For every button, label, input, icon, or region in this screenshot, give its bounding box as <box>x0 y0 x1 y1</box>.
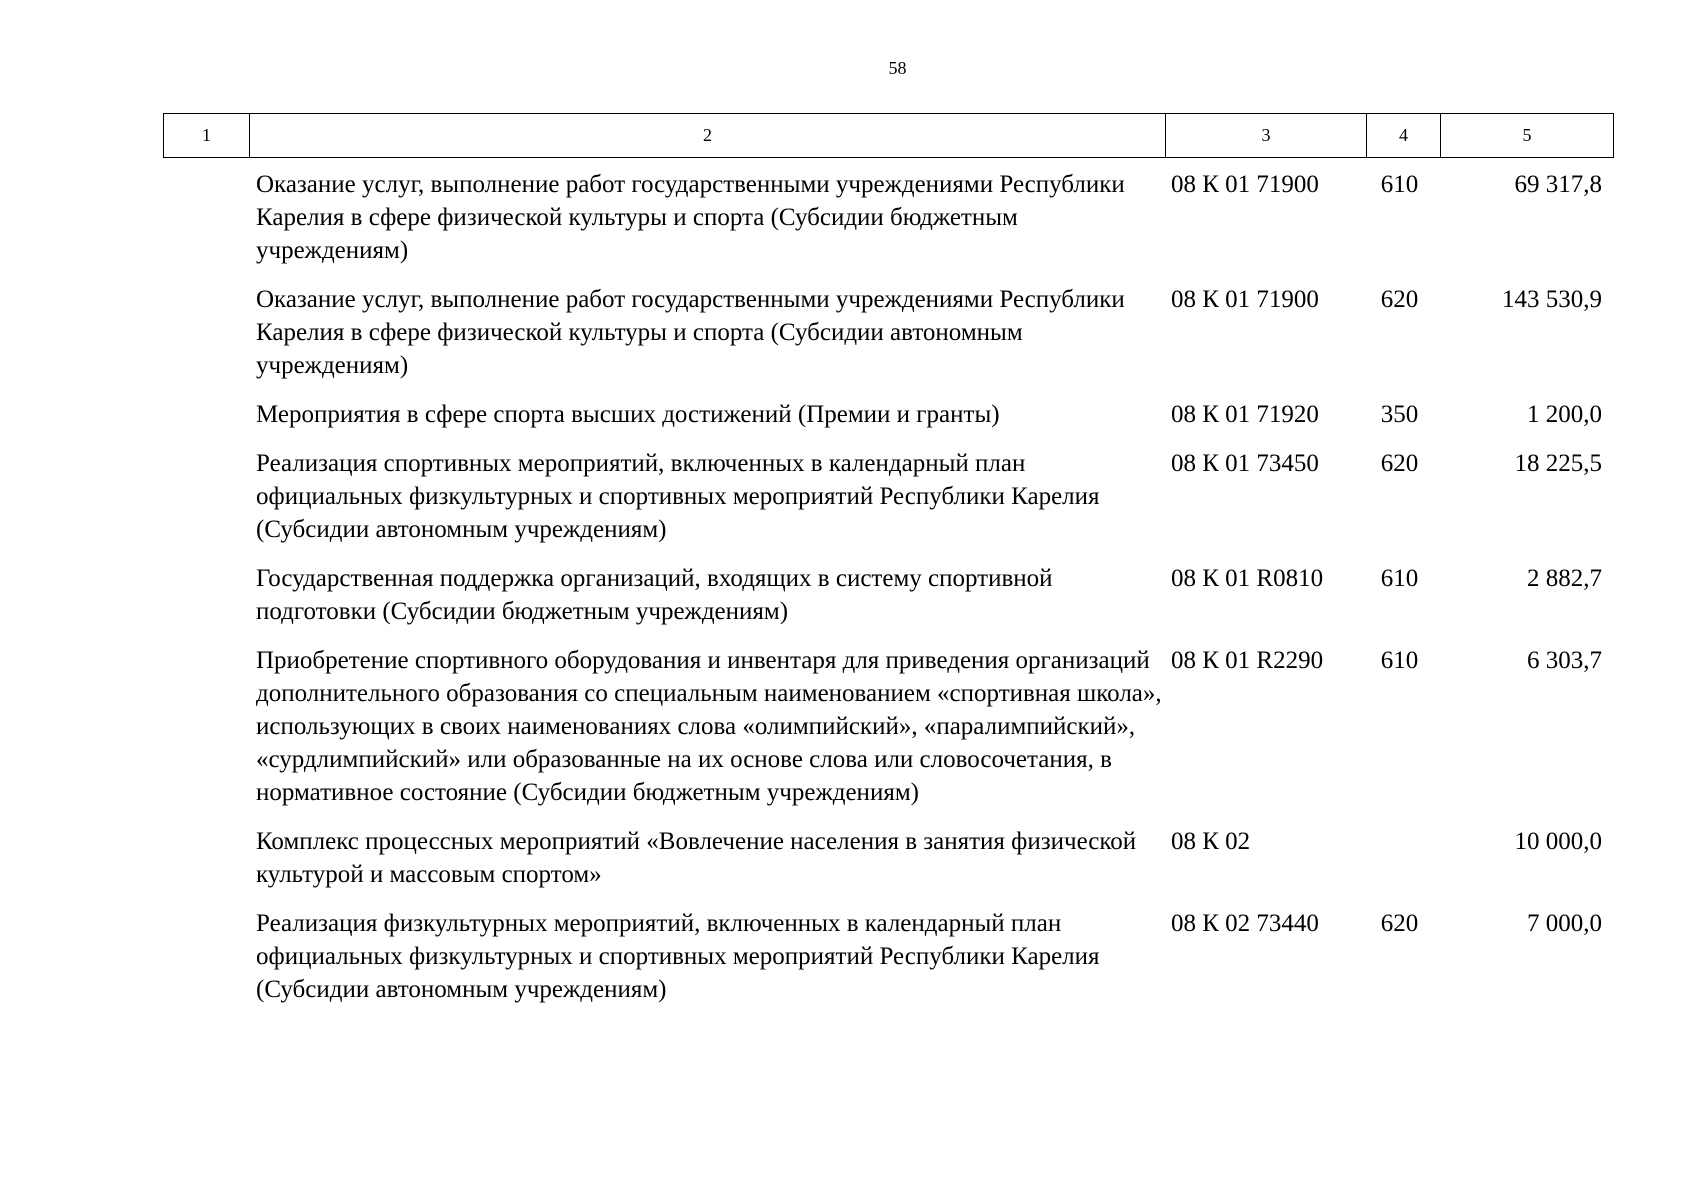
row-type: 610 <box>1380 647 1419 674</box>
row-description: Мероприятия в сфере спорта высших достижений (Премии и гранты) <box>256 401 1000 428</box>
row-description: Оказание услуг, выполнение работ государственными учреждениями Республики Карелия в сфере физической культуры и спорта (Субсидии автономным учреждениям) <box>256 286 1125 379</box>
column-header-table <box>163 113 1614 158</box>
row-description: Государственная поддержка организаций, входящих в систему спортивной подготовки (Субсидии бюджетным учреждениям) <box>256 565 1053 625</box>
row-code: 08 К 02 <box>1171 828 1251 855</box>
row-amount: 10 000,0 <box>1514 828 1602 855</box>
row-amount: 7 000,0 <box>1527 910 1602 937</box>
row-code: 08 К 01 71900 <box>1171 171 1319 198</box>
row-code: 08 К 01 71900 <box>1171 286 1319 313</box>
table-row <box>163 562 1610 628</box>
row-code: 08 К 01 73450 <box>1171 450 1319 477</box>
column-header-2: 2 <box>250 114 1166 158</box>
page-number: 58 <box>888 58 907 78</box>
row-description: Оказание услуг, выполнение работ государственными учреждениями Республики Карелия в сфере физической культуры и спорта (Субсидии бюджетным учреждениям) <box>256 171 1125 264</box>
column-header-row <box>164 114 1614 158</box>
table-row <box>163 168 1610 267</box>
row-code: 08 К 01 R2290 <box>1171 647 1324 674</box>
row-amount: 143 530,9 <box>1502 286 1602 313</box>
column-header-5: 5 <box>1441 114 1614 158</box>
row-amount: 69 317,8 <box>1514 171 1602 198</box>
row-type: 620 <box>1380 910 1419 937</box>
row-type: 610 <box>1380 565 1419 592</box>
row-type <box>1363 825 1436 891</box>
row-description: Приобретение спортивного оборудования и инвентаря для приведения организаций дополнительного образования со специальным наименованием «спортивная школа», использующих в своих наименованиях слова «олимпийский», «паралимпийский», «сурдлимпийский» или образованные на их основе слова или словосочетания, в нормативное состояние (Субсидии бюджетным учреждениям) <box>256 647 1162 806</box>
table-body <box>163 168 1610 1022</box>
row-type: 350 <box>1380 401 1419 428</box>
table-row <box>163 447 1610 546</box>
table-row <box>163 398 1610 431</box>
row-amount: 18 225,5 <box>1514 450 1602 477</box>
row-description: Реализация физкультурных мероприятий, включенных в календарный план официальных физкультурных и спортивных мероприятий Республики Карелия (Субсидии автономным учреждениям) <box>256 910 1100 1003</box>
table-row <box>163 825 1610 891</box>
row-description: Реализация спортивных мероприятий, включенных в календарный план официальных физкультурных и спортивных мероприятий Республики Карелия (Субсидии автономным учреждениям) <box>256 450 1100 543</box>
row-type: 620 <box>1380 286 1419 313</box>
column-header-3: 3 <box>1166 114 1367 158</box>
row-type: 620 <box>1380 450 1419 477</box>
row-code: 08 К 01 71920 <box>1171 401 1319 428</box>
table-row <box>163 283 1610 382</box>
row-type: 610 <box>1380 171 1419 198</box>
table-row <box>163 644 1610 809</box>
table-row <box>163 907 1610 1006</box>
row-description: Комплекс процессных мероприятий «Вовлечение населения в занятия физической культурой и массовым спортом» <box>256 828 1137 888</box>
row-amount: 6 303,7 <box>1527 647 1602 674</box>
row-code: 08 К 02 73440 <box>1171 910 1319 937</box>
row-amount: 2 882,7 <box>1527 565 1602 592</box>
column-header-1: 1 <box>164 114 250 158</box>
row-amount: 1 200,0 <box>1527 401 1602 428</box>
row-code: 08 К 01 R0810 <box>1171 565 1324 592</box>
column-header-4: 4 <box>1367 114 1441 158</box>
